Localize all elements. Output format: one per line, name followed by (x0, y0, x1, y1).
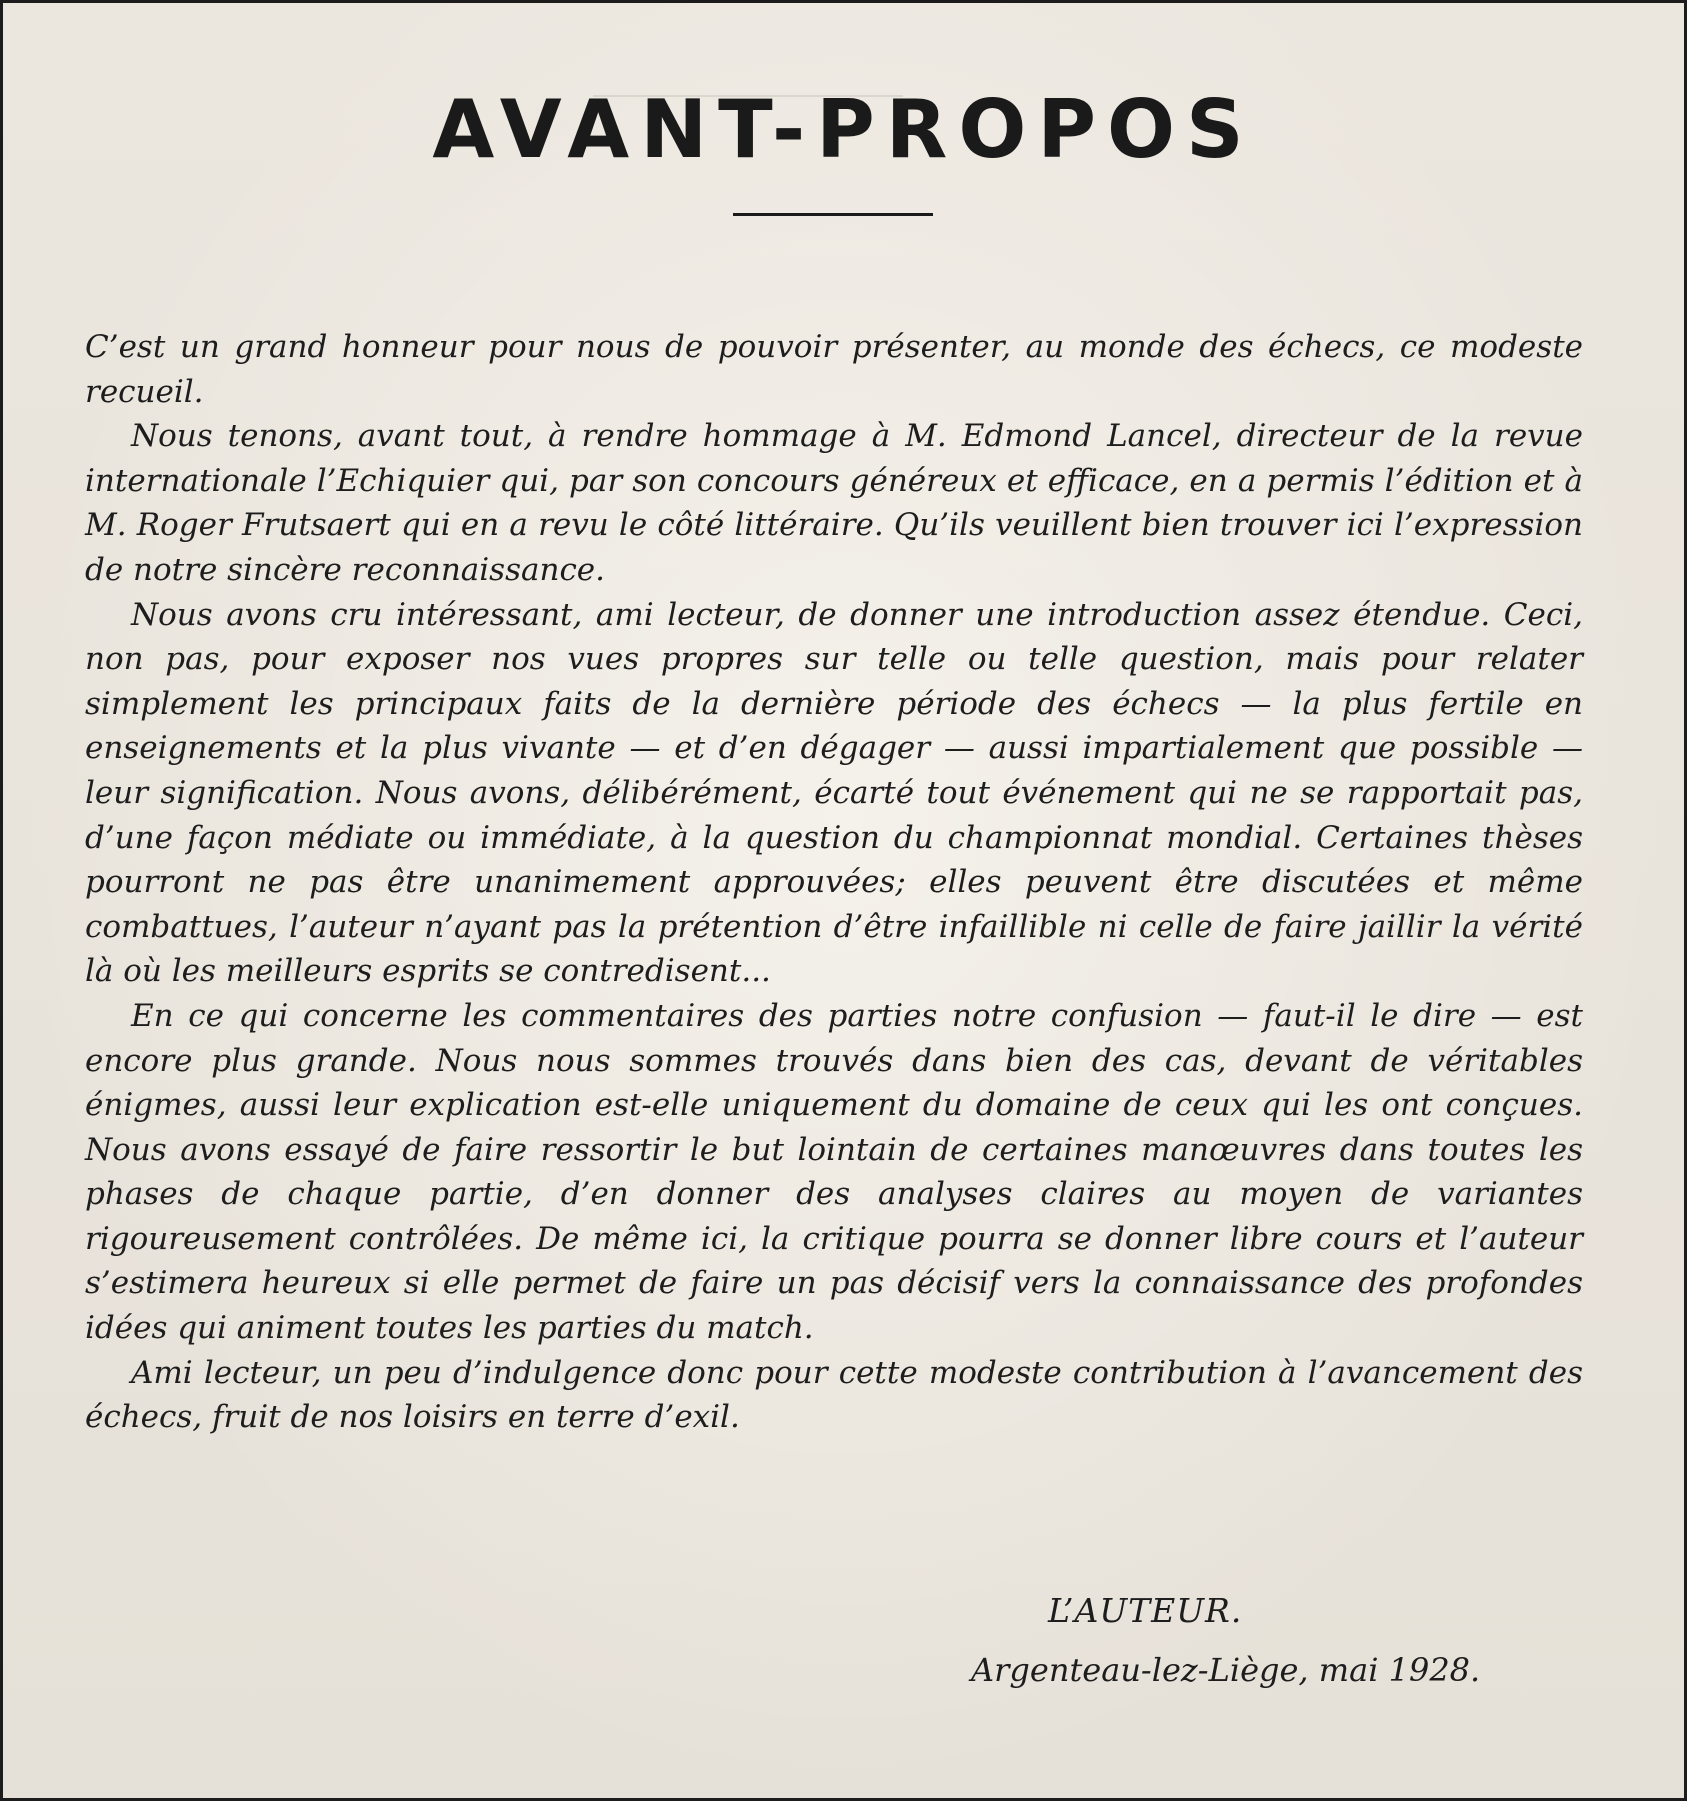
paragraph-3: Nous avons cru intéressant, ami lecteur, de donner une introduction assez étendue. Ceci, non pas, pour exposer nos vues propres sur telle ou telle question, mais pour relater simplement les principaux faits de la dernière période des échecs — la plus fertile en enseignements et la plus vivante — et d’en dégager — aussi impartialement que possible — leur signification. Nous avons, délibérément, écarté tout événement qui ne se rapportait pas, d’une façon médiate ou immédiate, à la question du championnat mondial. Certaines thèses pourront ne pas être unanimement approuvées; elles peuvent être discutées et même combattues, l’auteur n’ayant pas la prétention d’être infaillible ni celle de faire jaillir la vérité là où les meilleurs esprits se contredisent... (85, 596, 1583, 990)
page-title: AVANT-PROPOS (432, 83, 1255, 176)
paragraph-4: En ce qui concerne les commentaires des parties notre confusion — faut-il le dire — est encore plus grande. Nous nous sommes trouvés dans bien des cas, devant de véritables énigmes, aussi leur explication est-elle uniquement du domaine de ceux qui les ont conçues. Nous avons essayé de faire ressortir le but lointain de certaines manœuvres dans toutes les phases de chaque partie, d’en donner des analyses claires au moyen de variantes rigoureusement contrôlées. De même ici, la critique pourra se donner libre cours et l’auteur s’estimera heureux si elle permet de faire un pas décisif vers la connaissance des profondes idées qui animent toutes les parties du match. (85, 997, 1583, 1347)
bleed-through-heading (493, 0, 1213, 15)
author-signature: L’AUTEUR. (1048, 1591, 1243, 1630)
preface-body (85, 325, 1583, 1440)
title-underline (733, 213, 933, 216)
paragraph-5: Ami lecteur, un peu d’indulgence donc pour cette modeste contribution à l’avancement des échecs, fruit de nos loisirs en terre d’exil. (85, 1354, 1583, 1436)
paragraph-1: C’est un grand honneur pour nous de pouvoir présenter, au monde des échecs, ce modeste recueil. (85, 329, 1583, 410)
paragraph-2: Nous tenons, avant tout, à rendre hommage à M. Edmond Lancel, directeur de la revue internationale l’Echiquier qui, par son concours généreux et efficace, en a permis l’édition et à M. Roger Frutsaert qui en a revu le côté littéraire. Qu’ils veuillent bien trouver ici l’expression de notre sincère reconnaissance. (85, 418, 1583, 588)
place-and-date: Argenteau-lez-Liège, mai 1928. (971, 1651, 1481, 1689)
